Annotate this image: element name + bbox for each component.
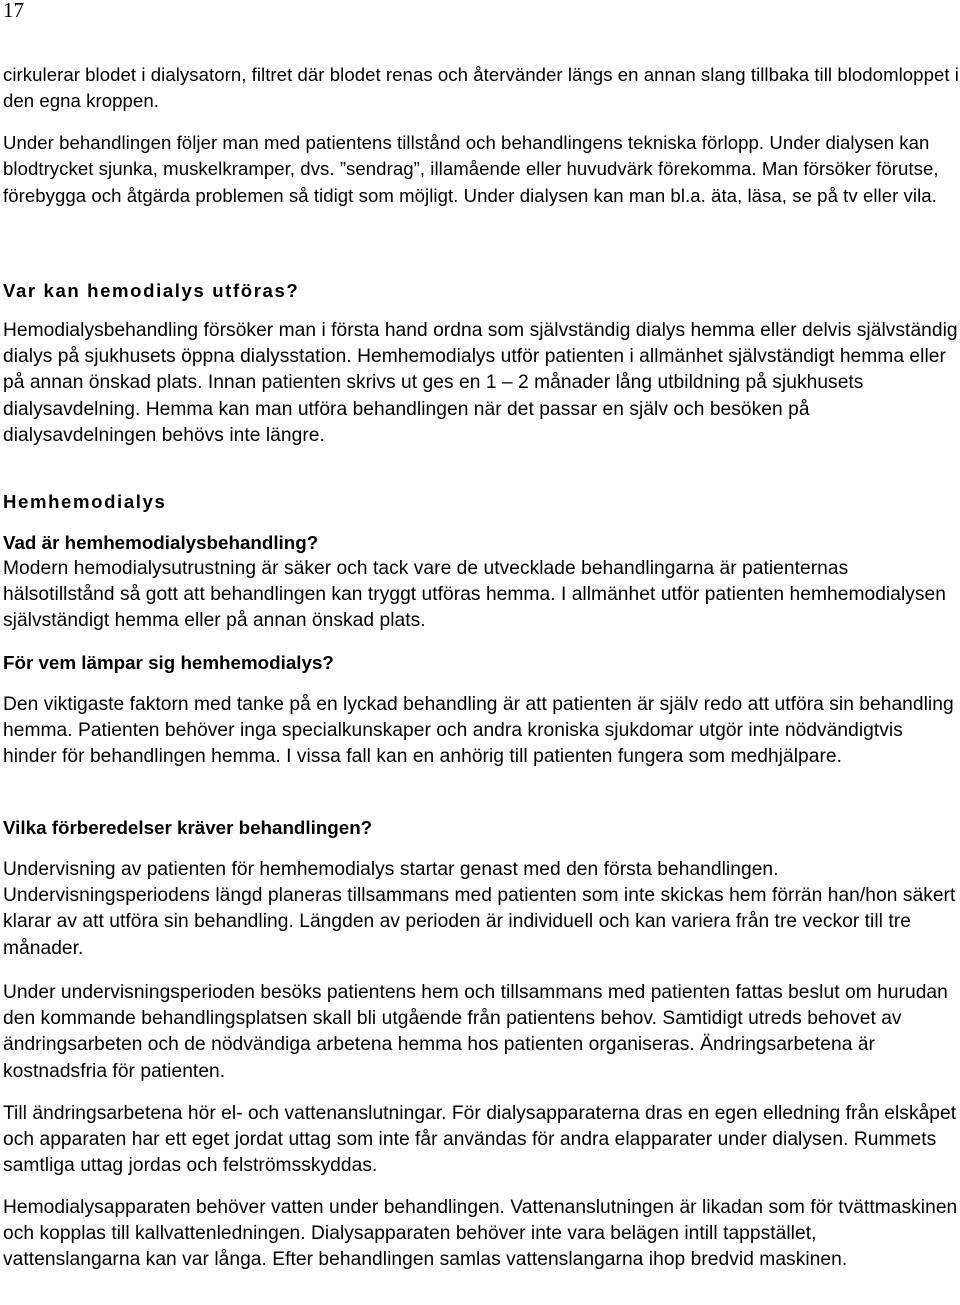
- preparations-paragraph-2: Under undervisningsperioden besöks patientens hem och tillsammans med patienten fattas beslut om hurudan den kommande behandlingsplatsen skall bli utgående från patientens behov. Samtidigt utreds behovet av ändringsarbeten och de nödvändiga arbetena hemma hos patienten organiseras. Ändringsarbetena är kostnadsfria för patienten.: [3, 982, 948, 1082]
- section-heading-home-hemodialysis: Hemhemodialys: [3, 491, 167, 512]
- for-whom-paragraph: Den viktigaste faktorn med tanke på en lyckad behandling är att patienten är själv redo att utföra sin behandling hemma. Patienten behöver inga specialkunskaper och andra kroniska sjukdomar utgör inte nödvändigtvis hinder för behandlingen hemma. I vissa fall kan en anhörig till patienten fungera som medhjälpare.: [3, 694, 954, 768]
- question-heading-for-whom: För vem lämpar sig hemhemodialys?: [3, 652, 334, 673]
- preparations-paragraph-1: Undervisning av patienten för hemhemodialys startar genast med den första behandlingen. Undervisningsperiodens längd planeras tillsammans med patienten som inte skickas hem förrän han/hon säkert klarar av att utföra sin behandling. Längden av perioden är individuell och kan variera från tre veckor till tre månader.: [3, 859, 956, 959]
- what-paragraph: Modern hemodialysutrustning är säker och tack vare de utvecklade behandlingarna är patienternas hälsotillstånd så gott att behandlingen kan tryggt utföras hemma. I allmänhet utför patienten hemhemodialysen självständigt hemma eller på annan önskad plats.: [3, 558, 947, 632]
- page-number: 17: [3, 0, 24, 22]
- section-heading-where: Var kan hemodialys utföras?: [3, 280, 300, 301]
- question-heading-what: Vad är hemhemodialysbehandling?: [3, 532, 319, 553]
- preparations-paragraph-4: Hemodialysapparaten behöver vatten under behandlingen. Vattenanslutningen är likadan som för tvättmaskinen och kopplas till kallvattenledningen. Dialysapparaten behöver inte vara belägen intill tappstället, vattenslangarna kan var långa. Efter behandlingen samlas vattenslangarna ihop bredvid maskinen.: [3, 1197, 958, 1271]
- intro-paragraph-2: Under behandlingen följer man med patientens tillstånd och behandlingens tekniska förlopp. Under dialysen kan blodtrycket sjunka, muskelkramper, dvs. ”sendrag”, illamående eller huvudvärk förekomma. Man försöker förutse, förebygga och åtgärda problemen så tidigt som möjligt. Under dialysen kan man bl.a. äta, läsa, se på tv eller vila.: [3, 132, 939, 206]
- where-paragraph: Hemodialysbehandling försöker man i första hand ordna som självständig dialys hemma eller delvis självständig dialys på sjukhusets öppna dialysstation. Hemhemodialys utför patienten i allmänhet självständigt hemma eller på annan önskad plats. Innan patienten skrivs ut ges en 1 – 2 månader lång utbildning på sjukhusets dialysavdelning. Hemma kan man utföra behandlingen när det passar en själv och besöken på dialysavdelningen behövs inte längre.: [3, 320, 958, 446]
- question-heading-preparations: Vilka förberedelser kräver behandlingen?: [3, 817, 373, 838]
- intro-paragraph-1: cirkulerar blodet i dialysatorn, filtret där blodet renas och återvänder längs en annan slang tillbaka till blodomloppet i den egna kroppen.: [3, 64, 959, 112]
- preparations-paragraph-3: Till ändringsarbetena hör el- och vattenanslutningar. För dialysapparaterna dras en egen elledning från elskåpet och apparaten har ett eget jordat uttag som inte får användas för andra elapparater under dialysen. Rummets samtliga uttag jordas och felströmsskyddas.: [3, 1103, 957, 1177]
